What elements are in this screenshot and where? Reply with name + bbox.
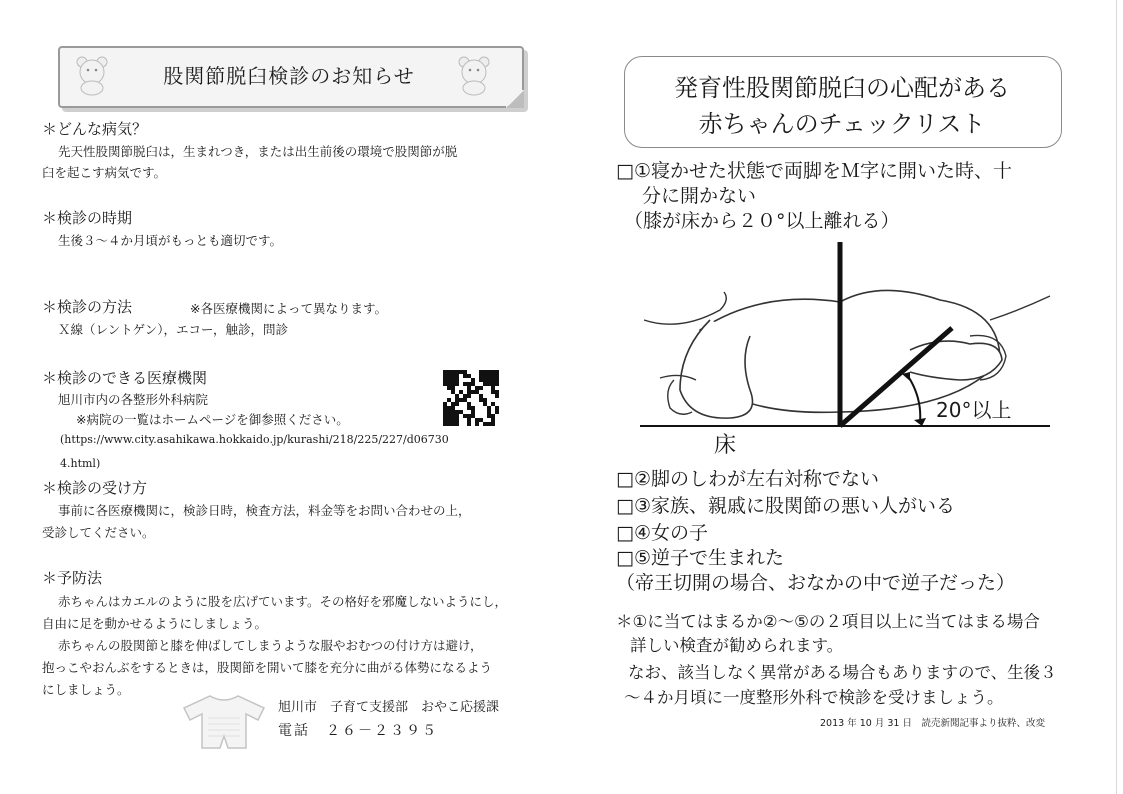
section-text: Ｘ線（レントゲン），エコー，触診，問診 [58, 322, 288, 337]
section-text: にしましょう。 [42, 682, 130, 697]
section-text: ※病院の一覧はホームページを御参照ください。 [76, 412, 349, 427]
section-text: 赤ちゃんはカエルのように股を広げています。その格好を邪魔しないようにし， [58, 594, 508, 609]
sheet-edge [1116, 0, 1117, 794]
section-text: 受診してください。 [42, 525, 155, 540]
checklist-item: □④女の子 [616, 522, 708, 544]
department: 旭川市 子育て支援部 おやこ応援課 [278, 700, 500, 715]
section-text: 抱っこやおんぶをするときは，股関節を開いて膝を充分に曲がる体勢になるよう [42, 660, 493, 675]
section-text: 事前に各医療機関に，検診日時，検査方法，料金等をお問い合わせの上， [58, 503, 471, 518]
section-text: 赤ちゃんの股関節と膝を伸ばしてしまうような服やおむつの付け方は避け， [58, 638, 483, 653]
angle-label: 20°以上 [936, 398, 1012, 422]
checklist-note: （帝王切開の場合、おなかの中で逆子だった） [616, 572, 1016, 594]
advice-text: ～４か月頃に一度整形外科で検診を受けましょう。 [624, 688, 1004, 707]
section-text: 生後３～４か月頃がもっとも適切です。 [58, 233, 283, 248]
baby-romper-icon [180, 692, 268, 754]
hospital-url[interactable]: (https://www.city.asahikawa.hokkaido.jp/kurashi/218/225/227/d06730 [60, 433, 449, 446]
checklist-item: □⑤逆子で生まれた [616, 547, 784, 569]
page-subtitle: 赤ちゃんのチェックリスト [698, 110, 986, 138]
checklist-item: □①寝かせた状態で両脚をＭ字に開いた時、十 [616, 160, 1012, 182]
phone-number: 電話 ２６－２３９５ [278, 723, 438, 739]
section-text: 先天性股関節脱臼は，生まれつき，または出生前後の環境で股関節が脱 [58, 144, 458, 159]
section-heading: ＊予防法 [42, 569, 103, 587]
section-heading: ＊検診のできる医療機関 [42, 369, 208, 387]
checklist-item: （膝が床から２０°以上離れる） [624, 210, 900, 232]
page-title: 発育性股関節脱臼の心配がある [674, 74, 1010, 102]
floor-label: 床 [714, 433, 737, 458]
source-citation: 2013 年 10 月 31 日 読売新聞記事より抜粋、改変 [820, 718, 1045, 729]
checklist-item: 分に開かない [642, 185, 757, 207]
section-text: 臼を起こす病気です。 [42, 165, 167, 180]
advice-text: ＊①に当てはまるか②～⑤の２項目以上に当てはまる場合 [616, 612, 1040, 631]
advice-text: なお、該当しなく異常がある場合もありますので、生後３ [628, 663, 1057, 682]
section-note: ※各医療機関によって異なります。 [190, 301, 387, 316]
qr-code-icon[interactable] [443, 370, 499, 426]
section-heading: ＊検診の方法 [42, 298, 133, 316]
page-title: 股関節脱臼検診のお知らせ [163, 64, 415, 88]
checklist-item: □③家族、親戚に股関節の悪い人がいる [616, 495, 955, 517]
section-heading: ＊検診の受け方 [42, 479, 148, 497]
section-text: 自由に足を動かせるようにしましょう。 [42, 616, 268, 631]
hospital-url[interactable]: 4.html) [60, 457, 101, 470]
section-heading: ＊検診の時期 [42, 209, 133, 227]
section-text: 旭川市内の各整形外科病院 [58, 392, 209, 407]
advice-text: 詳しい検査が勧められます。 [630, 636, 844, 655]
checklist-item: □②脚のしわが左右対称でない [616, 468, 879, 490]
section-heading: ＊どんな病気？ [42, 120, 148, 138]
